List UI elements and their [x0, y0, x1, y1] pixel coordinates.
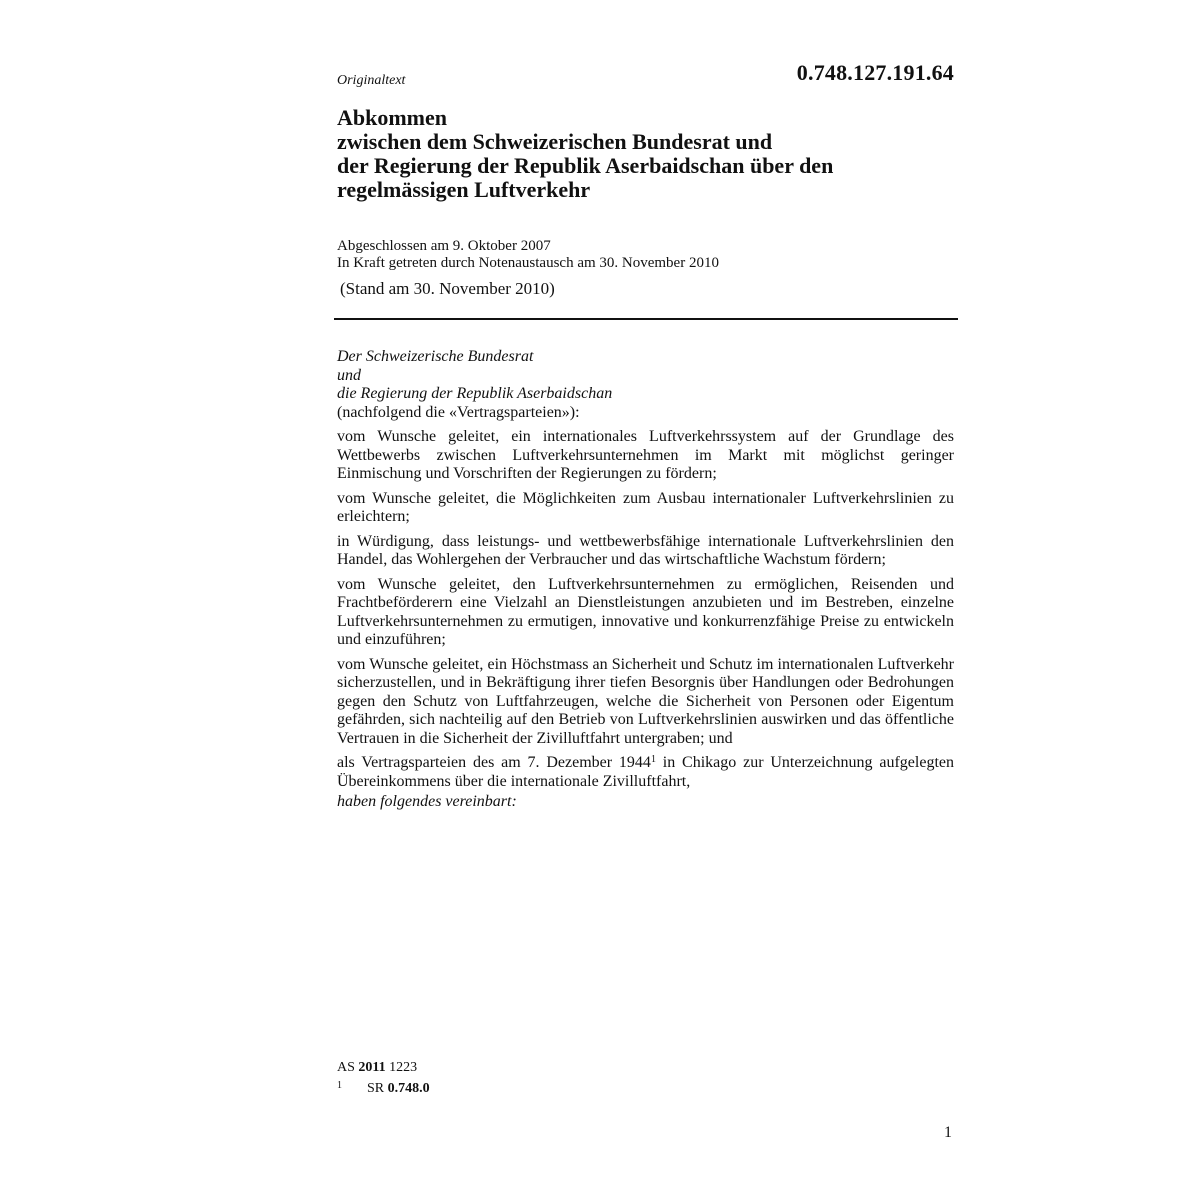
- page-number: 1: [944, 1124, 952, 1141]
- title-line: Abkommen: [337, 105, 448, 130]
- party-swiss: Der Schweizerische Bundesrat: [337, 348, 534, 365]
- party-conjunction: und: [337, 366, 361, 384]
- concluded-date: Abgeschlossen am 9. Oktober 2007: [337, 238, 551, 254]
- footnote-prefix: SR: [367, 1081, 385, 1096]
- title-line: regelmässigen Luftverkehr: [337, 177, 591, 202]
- closing-formula: haben folgendes vereinbart:: [337, 793, 517, 810]
- official-collection-ref: [337, 1059, 430, 1077]
- preamble-paragraph: vom Wunsche geleitet, die Möglichkeiten zum Ausbau internationaler Luftverkehrslinien zu erleichtern;: [337, 489, 954, 525]
- party-azerbaijan: die Regierung der Republik Aserbaidschan: [337, 385, 613, 402]
- page-content: [337, 0, 957, 1200]
- footnote-reference[interactable]: 1: [650, 754, 656, 765]
- in-force-date: In Kraft getreten durch Notenaustausch am 30. November 2010: [337, 255, 719, 271]
- as-prefix: AS: [337, 1060, 355, 1075]
- chicago-text-after: in Chikago zur Unterzeichnung aufgelegten Übereinkommens über die internationale Zivilluftfahrt,: [337, 754, 954, 790]
- chicago-text-before: als Vertragsparteien des am 7. Dezember 1944: [337, 754, 651, 771]
- page-footer: [337, 1059, 430, 1098]
- title-line: der Regierung der Republik Aserbaidschan über den: [337, 153, 834, 178]
- preamble-paragraph: vom Wunsche geleitet, ein Höchstmass an Sicherheit und Schutz im internationalen Luftverkehr sicherzustellen, und in Bekräftigung ihrer tiefen Besorgnis über Handlungen oder Bedrohungen gegen den Schutz von Luftfahrzeugen, welche die Sicherheit von Personen oder Eigentum gefährden, sich nachteilig auf den Betrieb von Luftverkehrslinien auswirken und das öffentliche Vertrauen in die Sicherheit der Zivilluftfahrt untergraben; und: [337, 655, 954, 747]
- preamble-paragraph: vom Wunsche geleitet, ein internationales Luftverkehrssystem auf der Grundlage des Wettbewerbs zwischen Luftverkehrsunternehmen im Markt mit möglichst geringer Einmischung und Vorschriften der Regierungen zu fördern;: [337, 428, 954, 482]
- as-page: 1223: [389, 1060, 418, 1075]
- sr-number: 0.748.127.191.64: [796, 60, 954, 85]
- preamble-paragraph-chicago: [337, 754, 954, 791]
- footnote: [337, 1077, 430, 1098]
- parties-block: [337, 348, 954, 422]
- status-date: (Stand am 30. November 2010): [340, 279, 555, 298]
- title-line: zwischen dem Schweizerischen Bundesrat und: [337, 129, 773, 154]
- parties-definition: (nachfolgend die «Vertragsparteien»):: [337, 403, 580, 421]
- as-year: 2011: [358, 1060, 386, 1075]
- preamble-paragraph: in Würdigung, dass leistungs- und wettbewerbsfähige internationale Luftverkehrslinien den Handel, das Wohlergehen der Verbraucher und das wirtschaftliche Wachstum fördern;: [337, 532, 954, 568]
- document-meta: [337, 238, 719, 272]
- document-title: [337, 106, 957, 202]
- footnote-mark: 1: [337, 1080, 342, 1091]
- footnote-sr-ref[interactable]: 0.748.0: [387, 1081, 430, 1096]
- original-text-label: Originaltext: [337, 73, 406, 88]
- preamble: [337, 348, 954, 812]
- header-divider: [334, 318, 958, 320]
- preamble-paragraph: vom Wunsche geleitet, den Luftverkehrsunternehmen zu ermöglichen, Reisenden und Frachtbeförderern eine Vielzahl an Dienstleistungen anzubieten und im Bestreben, einzelne Luftverkehrsunternehmen zu ermutigen, innovative und konkurrenzfähige Preise zu entwickeln und einzuführen;: [337, 575, 954, 648]
